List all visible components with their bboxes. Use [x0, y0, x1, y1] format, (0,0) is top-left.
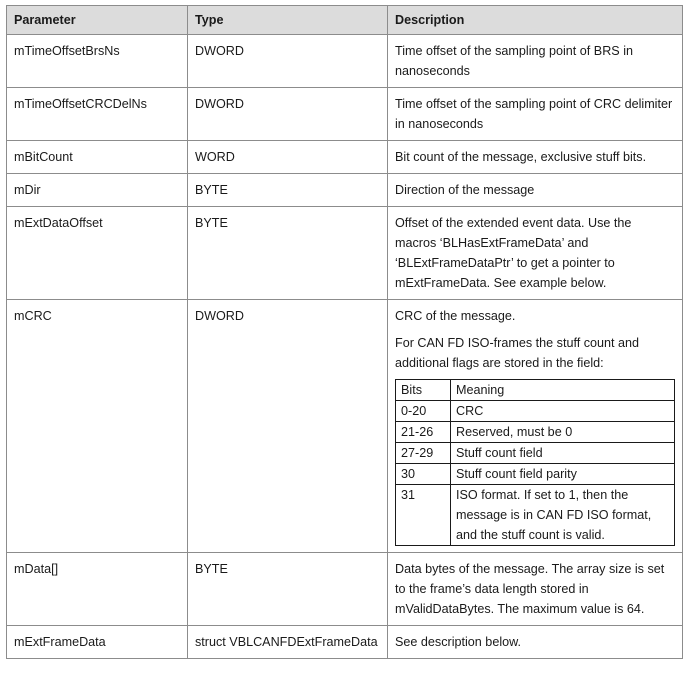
type-cell: DWORD [188, 88, 388, 141]
meaning-cell: Reserved, must be 0 [451, 422, 675, 443]
table-row [7, 88, 683, 141]
header-row [7, 6, 683, 35]
param-cell: mData[] [7, 553, 188, 626]
meaning-cell: CRC [451, 401, 675, 422]
crc-iso-description: For CAN FD ISO-frames the stuff count and additional flags are stored in the field: [395, 336, 640, 370]
header-parameter: Parameter [7, 6, 188, 35]
meaning-cell: ISO format. If set to 1, then the message is in CAN FD ISO format, and the stuff count is valid. [451, 485, 675, 546]
type-cell: BYTE [188, 174, 388, 207]
table-row [7, 626, 683, 659]
bits-header: Bits [396, 380, 451, 401]
bits-table [395, 379, 675, 546]
table-row [7, 553, 683, 626]
description-cell: Data bytes of the message. The array size is set to the frame’s data length stored in mValidDataBytes. The maximum value is 64. [388, 553, 683, 626]
type-cell: WORD [188, 141, 388, 174]
description-cell: See description below. [388, 626, 683, 659]
type-cell: DWORD [188, 300, 388, 553]
param-cell: mExtDataOffset [7, 207, 188, 300]
description-cell: Time offset of the sampling point of CRC delimiter in nanoseconds [388, 88, 683, 141]
bits-row [396, 485, 675, 546]
crc-description: CRC of the message. [395, 309, 516, 323]
type-cell: struct VBLCANFDExtFrameData [188, 626, 388, 659]
table-row [7, 141, 683, 174]
type-cell: BYTE [188, 207, 388, 300]
meaning-cell: Stuff count field [451, 443, 675, 464]
description-cell [388, 300, 683, 553]
bits-cell: 31 [396, 485, 451, 546]
bits-cell: 27-29 [396, 443, 451, 464]
parameter-table [6, 5, 683, 659]
header-type: Type [188, 6, 388, 35]
table-row [7, 174, 683, 207]
bits-cell: 21-26 [396, 422, 451, 443]
table-row [7, 300, 683, 553]
table-row [7, 207, 683, 300]
bits-row [396, 422, 675, 443]
table-row [7, 35, 683, 88]
description-cell: Offset of the extended event data. Use the macros ‘BLHasExtFrameData’ and ‘BLExtFrameDataPtr’ to get a pointer to mExtFrameData. See example below. [388, 207, 683, 300]
type-cell: BYTE [188, 553, 388, 626]
bits-cell: 30 [396, 464, 451, 485]
type-cell: DWORD [188, 35, 388, 88]
bits-row [396, 443, 675, 464]
param-cell: mTimeOffsetBrsNs [7, 35, 188, 88]
bits-header-row [396, 380, 675, 401]
param-cell: mDir [7, 174, 188, 207]
meaning-cell: Stuff count field parity [451, 464, 675, 485]
description-cell: Bit count of the message, exclusive stuff bits. [388, 141, 683, 174]
bits-row [396, 401, 675, 422]
meaning-header: Meaning [451, 380, 675, 401]
param-cell: mCRC [7, 300, 188, 553]
param-cell: mExtFrameData [7, 626, 188, 659]
bits-row [396, 464, 675, 485]
param-cell: mBitCount [7, 141, 188, 174]
header-description: Description [388, 6, 683, 35]
bits-cell: 0-20 [396, 401, 451, 422]
description-cell: Time offset of the sampling point of BRS in nanoseconds [388, 35, 683, 88]
description-cell: Direction of the message [388, 174, 683, 207]
param-cell: mTimeOffsetCRCDelNs [7, 88, 188, 141]
